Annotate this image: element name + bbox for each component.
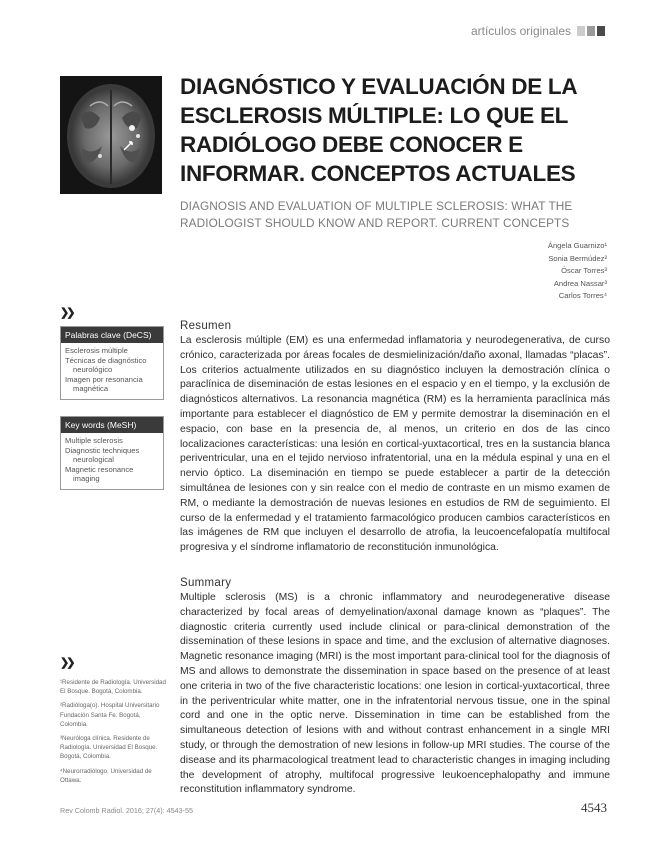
keywords-en-list	[61, 433, 163, 489]
keywords-en-box	[60, 416, 164, 490]
citation: Rev Colomb Radiol. 2016; 27(4): 4543-55	[60, 806, 194, 815]
double-chevron-icon: ❯❯	[60, 307, 73, 319]
section-bar	[587, 26, 595, 36]
article-title: DIAGNÓSTICO Y EVALUACIÓN DE LA ESCLEROSIS MÚLTIPLE: LO QUE EL RADIÓLOGO DEBE CONOCER E INFORMAR. CONCEPTOS ACTUALES	[180, 74, 577, 186]
resumen-heading: Resumen	[180, 320, 232, 332]
page-number: 4543	[581, 800, 607, 815]
author: Ángela Guarnizo¹	[547, 241, 607, 250]
keyword: Técnicas de diagnóstico neurológico	[65, 355, 147, 375]
keyword: Multiple sclerosis	[65, 436, 123, 445]
summary-heading: Summary	[180, 577, 232, 589]
double-chevron-icon: ❯❯	[60, 657, 73, 669]
author: Sonia Bermúdez²	[548, 253, 607, 263]
section-bar	[597, 26, 605, 36]
resumen-text: La esclerosis múltiple (EM) es una enfermedad inflamatoria y neurodegenerativa, de curso crónico, caracterizada por áreas focales de desmielinización/daño axonal, llamadas “placas”. Los criterios actualmente utilizados en su diagnóstico incluyen la demostración clínica o paraclínica de diseminación de estas lesiones en el espacio y en el tiempo, y la exclusión de diagnósticos alternativos. La resonancia magnética (RM) es la herramienta paraclínica más importante para establecer el diagnóstico de EM y permite demostrar la diseminación en el espacio, con base en la presencia de, al menos, un criterio en dos de las cinco localizaciones características: una lesión en cortical-yuxtacortical, tres en la sustancia blanca periventricular, una en el tejido nervioso infratentorial, una en la médula espinal y una en el nervio óptico. La diseminación en tiempo se puede establecer a partir de la detección simultánea de lesiones con y sin realce con el medio de contraste en un mismo examen de RM, o mediante la demostración de nuevas lesiones en estudios de RM de seguimiento. El curso de la enfermedad y el tratamiento farmacológico producen cambios característicos en las imágenes de RM que incluyen el desarrollo de atrofia, la leucoencefalopatía multifocal progresiva y el síndrome inflamatorio de reconstitución inmunológica.	[180, 335, 610, 554]
section-label: artículos originales	[470, 24, 571, 38]
brain-mri-icon	[60, 76, 162, 194]
affiliations	[60, 678, 170, 790]
keyword: Diagnostic techniques neurological	[65, 445, 140, 465]
section-tag	[471, 24, 605, 38]
affiliation: ³Neuróloga clínica. Residente de Radiología. Universidad El Bosque. Bogotá, Colombia.	[60, 735, 158, 761]
author: Carlos Torres⁴	[558, 291, 607, 300]
keywords-es-list	[61, 343, 163, 399]
author-list	[548, 240, 607, 303]
keyword: Esclerosis múltiple	[65, 346, 128, 355]
keywords-en-heading: Key words (MeSH)	[61, 417, 163, 433]
author: Andrea Nassar³	[553, 278, 607, 288]
section-bars	[577, 26, 605, 36]
affiliation: ⁴Neurorradiólogo. Universidad de Ottawa.	[60, 767, 152, 784]
keyword: Imagen por resonancia magnética	[65, 374, 143, 394]
author: Óscar Torres³	[561, 266, 607, 275]
article-subtitle: DIAGNOSIS AND EVALUATION OF MULTIPLE SCLEROSIS: WHAT THE RADIOLOGIST SHOULD KNOW AND REPORT. CURRENT CONCEPTS	[180, 199, 573, 230]
affiliation: ²Radióloga(o). Hospital Universitario Fundación Santa Fe. Bogotá, Colombia.	[60, 702, 160, 728]
keyword: Magnetic resonance imaging	[65, 464, 134, 484]
affiliation: ¹Residente de Radiología. Universidad El Bosque. Bogotá, Colombia.	[60, 679, 166, 696]
keywords-es-heading: Palabras clave (DeCS)	[61, 327, 163, 343]
summary-text: Multiple sclerosis (MS) is a chronic inflammatory and neurodegenerative disease characterized by focal areas of demyelination/axonal damage known as “plaques”. The diagnostic criteria currently used include clinical or para-clinical demonstration of the dissemination of these lesions in space and time, and the exclusion of alternative diagnoses. Magnetic resonance imaging (MRI) is the most important para-clinical tool for the diagnosis of MS and allows to demonstrate the dissemination in space based on the presence of at least one criteria in two of the five characteristic locations: one lesion in cortical-yuxtacortical, three in the periventricular white matter, one in the infratentorial nervous tissue, one in the spinal cord and one in the optic nerve. Dissemination in time can be established from the simultaneous detection of lesions with and without contrast enhancement in a single MRI study, or through the demostration of new lesions in follow-up MRI studies. The course of the disease and its pharmacological treatment lead to characteristic changes in imaging including the development of atrophy, multifocal progressive leukoencephalopathy and immune reconstitution inflammatory syndrome.	[180, 592, 610, 796]
section-bar	[577, 26, 585, 36]
keywords-es-box	[60, 326, 164, 400]
